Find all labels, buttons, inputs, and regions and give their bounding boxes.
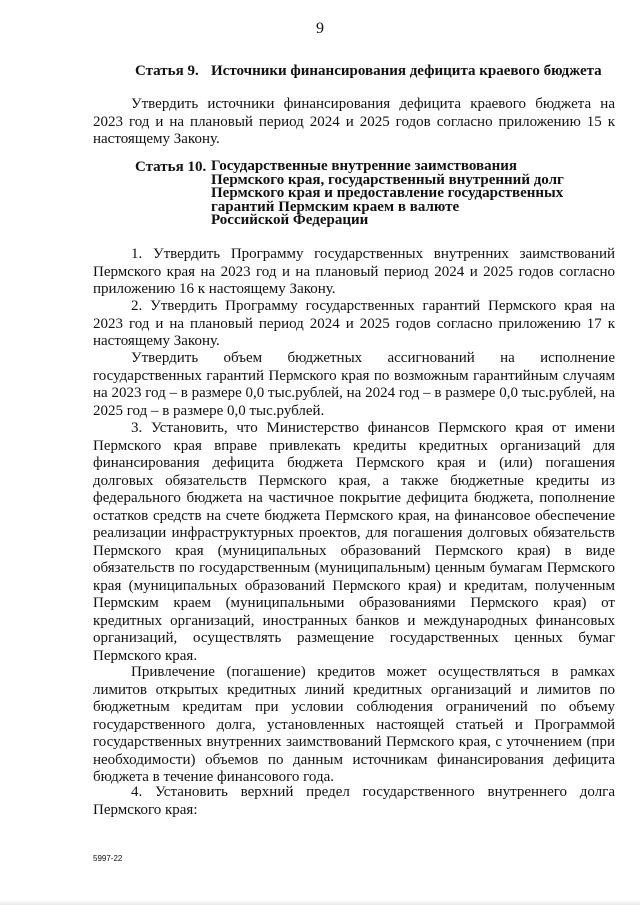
article-10-label: Статья 10. <box>135 159 207 175</box>
article-10-title-line: Государственные внутренние заимствования <box>211 158 518 174</box>
page-number: 9 <box>316 20 324 37</box>
article-10-title <box>211 160 564 228</box>
article-10-paragraph-3-credits: Привлечение (погашение) кредитов может осуществляться в рамках лимитов открытых кредитных линий кредитных организаций и лимитов по бюджетным кредитам при условии соблюдения ограничений по объему государственного долга, установленных настоящей статьей и Программой государственных внутренних заимствований Пермского края, с уточнением (при необходимости) объемов по данным источникам финансирования дефицита бюджета в течение финансового года. <box>93 664 615 785</box>
article-10-paragraph-4: 4. Установить верхний предел государственного внутреннего долга Пермского края: <box>93 784 615 818</box>
article-10-paragraph-3: 3. Установить, что Министерство финансов Пермского края от имени Пермского края вправе привлекать кредиты кредитных организаций для финансирования дефицита бюджета Пермского края и (или) погашения долговых обязательств Пермского края, а также бюджетные кредиты из федерального бюджета на частичное покрытие дефицита бюджета, пополнение остатков средств на счете бюджета Пермского края, на финансовое обеспечение реализации инфраструктурных проектов, для погашения долговых обязательств Пермского края (муниципальных образований Пермского края) в виде обязательств по государственным (муниципальным) ценным бумагам Пермского края (муниципальных образований Пермского края) и кредитам, полученным Пермским краем (муниципальными образованиями Пермского края) от кредитных организаций, иностранных банков и международных финансовых организаций, осуществлять размещение государственных ценных бумаг Пермского края. <box>93 420 615 664</box>
article-9-heading <box>135 64 602 79</box>
article-10-paragraph-2-guarantees: Утвердить объем бюджетных ассигнований на исполнение государственных гарантий Пермского края по возможным гарантийным случаям на 2023 год – в размере 0,0 тыс.рублей, на 2024 год – в размере 0,0 тыс.рублей, на 2025 год – в размере 0,0 тыс.рублей. <box>93 350 615 419</box>
article-10-heading <box>135 160 564 228</box>
article-9-title: Источники финансирования дефицита краевого бюджета <box>211 63 602 79</box>
article-10-title-line: Пермского края и предоставление государственных <box>211 185 564 201</box>
article-10-title-line: гарантий Пермским краем в валюте <box>211 198 460 215</box>
article-10-title-line: Российской Федерации <box>211 212 369 228</box>
article-10-paragraph-2: 2. Утвердить Программу государственных гарантий Пермского края на 2023 год и на плановый период 2024 и 2025 годов согласно приложению 17 к настоящему Закону. <box>93 298 615 349</box>
article-10-paragraph-1: 1. Утвердить Программу государственных внутренних заимствований Пермского края на 2023 год и на плановый период 2024 и 2025 годов согласно приложению 16 к настоящему Закону. <box>93 246 615 297</box>
document-code: 5997-22 <box>93 854 123 863</box>
article-9-label: Статья 9. <box>135 63 199 79</box>
article-9-paragraph: Утвердить источники финансирования дефицита краевого бюджета на 2023 год и на плановый период 2024 и 2025 годов согласно приложению 15 к настоящему Закону. <box>93 96 615 147</box>
article-10-title-line: Пермского края, государственный внутренний долг <box>211 171 564 188</box>
scan-edge <box>0 900 640 905</box>
